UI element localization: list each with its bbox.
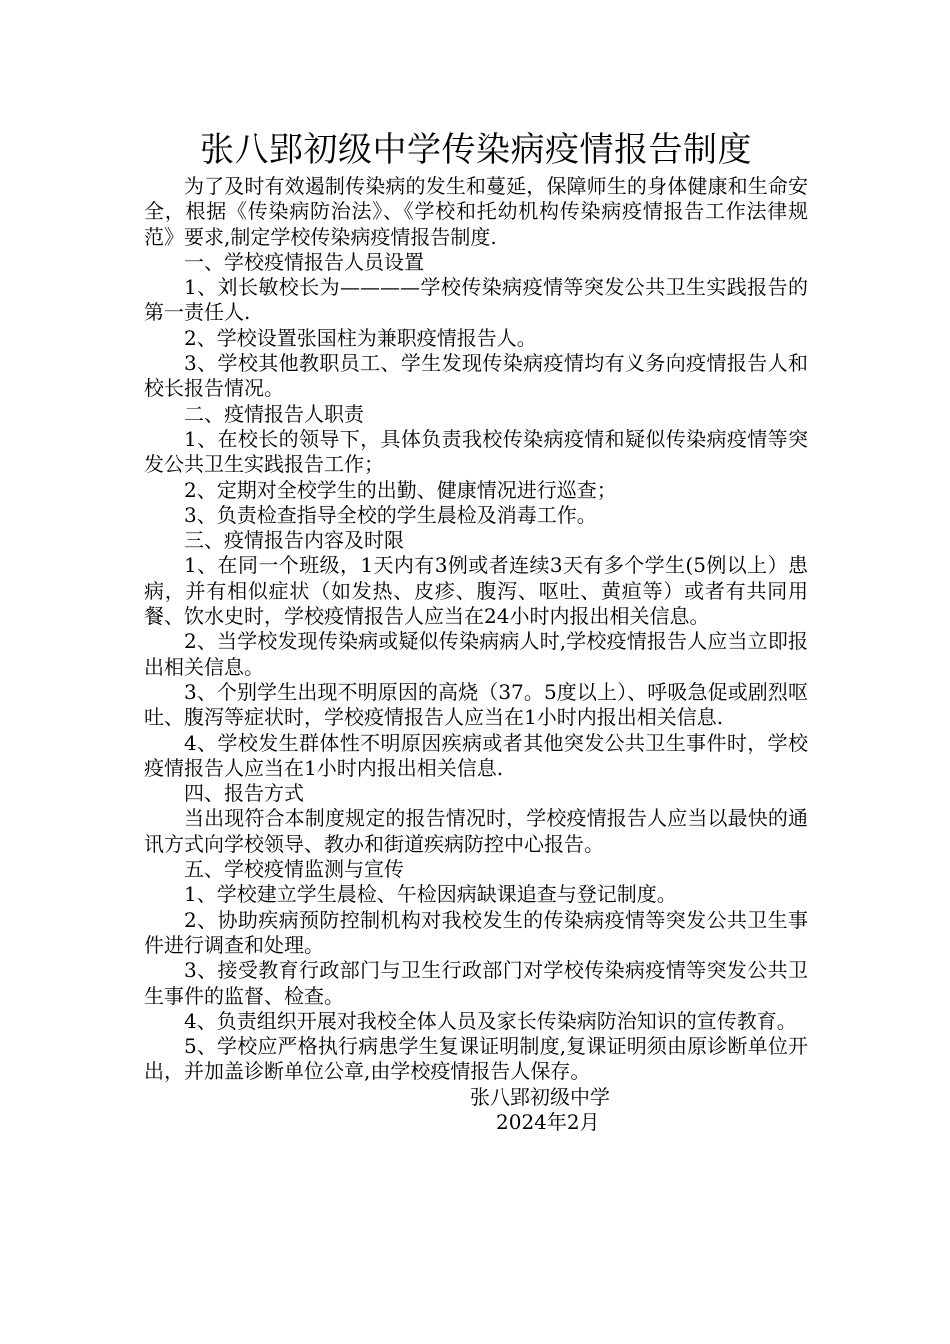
section-3-item-3: 3、个别学生出现不明原因的高烧（37。5度以上）、呼吸急促或剧烈呕吐、腹泻等症状时，学校疫情报告人应当在1小时内报出相关信息. [144,679,808,730]
section-5-item-5: 5、学校应严格执行病患学生复课证明制度,复课证明须由原诊断单位开出，并加盖诊断单位公章,由学校疫情报告人保存。 [144,1034,808,1084]
section-heading-3: 三、疫情报告内容及时限 [184,528,404,553]
signature-organization: 张八郢初级中学 [470,1084,610,1109]
section-1-item-3: 3、学校其他教职员工、学生发现传染病疫情均有义务向疫情报告人和校长报告情况。 [144,351,808,401]
section-5-item-2: 2、协助疾病预防控制机构对我校发生的传染病疫情等突发公共卫生事件进行调查和处理。 [144,907,808,957]
section-4-body: 当出现符合本制度规定的报告情况时，学校疫情报告人应当以最快的通讯方式向学校领导、教办和街道疾病防控中心报告。 [144,806,808,856]
intro-paragraph: 为了及时有效遏制传染病的发生和蔓延，保障师生的身体健康和生命安全，根据《传染病防治法》、《学校和托幼机构传染病疫情报告工作法律规范》要求,制定学校传染病疫情报告制度. [144,174,808,249]
section-5-item-4: 4、负责组织开展对我校全体人员及家长传染病防治知识的宣传教育。 [184,1008,797,1033]
section-5-item-1: 1、学校建立学生晨检、午检因病缺课追查与登记制度。 [184,882,677,907]
section-2-item-1: 1、在校长的领导下，具体负责我校传染病疫情和疑似传染病疫情等突发公共卫生实践报告工作； [144,426,808,477]
document-title: 张八郢初级中学传染病疫情报告制度 [200,130,752,170]
section-heading-5: 五、学校疫情监测与宣传 [184,857,404,882]
section-heading-4: 四、报告方式 [184,781,304,806]
signature-date: 2024年2月 [496,1109,600,1134]
section-5-item-3: 3、接受教育行政部门与卫生行政部门对学校传染病疫情等突发公共卫生事件的监督、检查。 [144,958,808,1008]
section-2-item-2: 2、定期对全校学生的出勤、健康情况进行巡查； [184,477,617,502]
section-2-item-3: 3、负责检查指导全校的学生晨检及消毒工作。 [184,502,597,527]
document-page [144,128,808,1135]
section-1-item-2: 2、学校设置张国柱为兼职疫情报告人。 [184,325,537,350]
section-heading-2: 二、疫情报告人职责 [184,401,364,426]
section-3-item-2: 2、当学校发现传染病或疑似传染病病人时,学校疫情报告人应当立即报出相关信息。 [144,629,808,679]
section-heading-1: 一、学校疫情报告人员设置 [184,249,424,274]
section-1-item-1: 1、刘长敏校长为————学校传染病疫情等突发公共卫生实践报告的第一责任人. [144,275,808,325]
section-3-item-4: 4、学校发生群体性不明原因疾病或者其他突发公共卫生事件时，学校疫情报告人应当在1小时内报出相关信息. [144,730,808,780]
section-3-item-1: 1、在同一个班级，1天内有3例或者连续3天有多个学生(5例以上）患病，并有相似症状（如发热、皮疹、腹泻、呕吐、黄疸等）或者有共同用餐、饮水史时，学校疫情报告人应当在24小时内报出相关信息。 [144,553,808,629]
